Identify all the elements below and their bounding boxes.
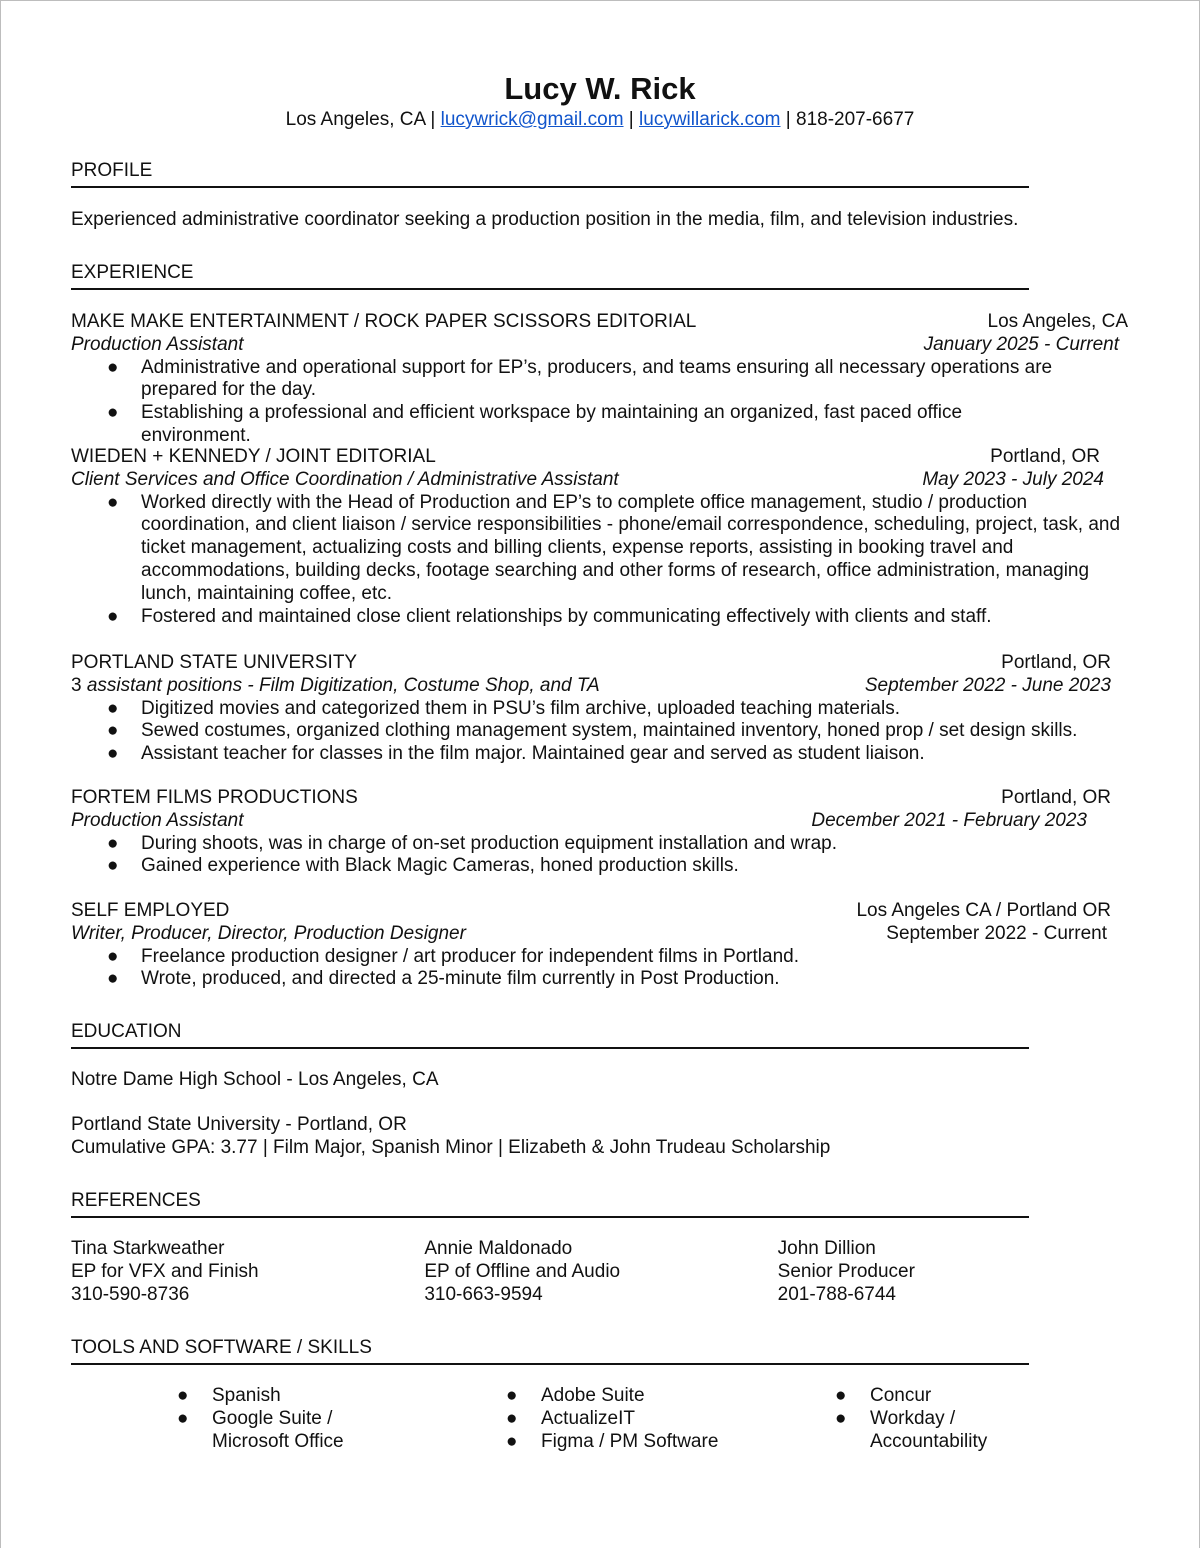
section-title-education: EDUCATION (71, 1021, 1029, 1049)
bullet-icon: ● (107, 697, 119, 719)
contact-line: Los Angeles, CA | lucywrick@gmail.com | lucywillarick.com | 818-207-6677 (285, 109, 915, 130)
reference-entry (71, 1238, 424, 1306)
section-title-skills: TOOLS AND SOFTWARE / SKILLS (71, 1337, 1029, 1365)
bullet-icon: ● (107, 832, 119, 854)
reference-phone: 201-788-6744 (777, 1283, 896, 1305)
bullet-icon: ● (835, 1385, 847, 1406)
profile-text: Experienced administrative coordinator seeking a production position in the media, film, and television industries. (71, 209, 1019, 230)
reference-role: EP for VFX and Finish (71, 1260, 259, 1282)
job-bullet: ● Administrative and operational support for EP’s, producers, and teams ensuring all necessary operations are prepared for the day. (107, 356, 1053, 401)
job-entry (71, 652, 1131, 766)
skill-item: ● ActualizeIT (506, 1407, 635, 1429)
bullet-icon: ● (506, 1385, 518, 1406)
skill-item: ● Workday / Accountability (835, 1407, 988, 1452)
bullet-icon: ● (506, 1430, 518, 1452)
skills-list (71, 1385, 1131, 1453)
contact-location: Los Angeles, CA (285, 109, 426, 130)
job-entry (71, 446, 1131, 628)
skill-item: ● Spanish (177, 1385, 281, 1406)
job-company: MAKE MAKE ENTERTAINMENT / ROCK PAPER SCISSORS EDITORIAL (71, 311, 697, 332)
reference-phone: 310-590-8736 (71, 1283, 190, 1305)
job-bullet: ● Digitized movies and categorized them in PSU’s film archive, uploaded teaching materials. (107, 697, 900, 719)
reference-name: Tina Starkweather (71, 1238, 225, 1259)
job-role: assistant positions - Film Digitization, Costume Shop, and TA (86, 674, 600, 696)
references-list (71, 1238, 1131, 1306)
job-location: Portland, OR (990, 446, 1100, 467)
job-company: SELF EMPLOYED (71, 900, 230, 921)
job-bullet: ● Freelance production designer / art producer for independent films in Portland. (107, 945, 799, 967)
contact-phone: 818-207-6677 (796, 109, 915, 130)
job-bullet: ● Gained experience with Black Magic Cameras, honed production skills. (107, 855, 739, 877)
skill-item: ● Google Suite / Microsoft Office (177, 1407, 344, 1452)
bullet-icon: ● (107, 605, 119, 627)
job-location: Los Angeles CA / Portland OR (856, 900, 1111, 921)
bullet-icon: ● (107, 743, 119, 765)
job-bullet: ● During shoots, was in charge of on-set production equipment installation and wrap. (107, 832, 838, 854)
reference-entry (778, 1238, 1131, 1306)
school-details: Cumulative GPA: 3.77 | Film Major, Spanish Minor | Elizabeth & John Trudeau Scholarship (71, 1136, 831, 1158)
email-link[interactable]: lucywrick@gmail.com (440, 109, 624, 130)
job-role: Production Assistant (71, 333, 244, 355)
job-dates: September 2022 - June 2023 (864, 674, 1111, 696)
candidate-name: Lucy W. Rick (504, 71, 696, 106)
skills-column (400, 1385, 729, 1453)
job-bullet: ● Sewed costumes, organized clothing management system, maintained inventory, honed prop / set design skills. (107, 720, 1078, 742)
bullet-icon: ● (107, 402, 119, 424)
reference-name: Annie Maldonado (424, 1238, 573, 1259)
resume-header (0, 70, 1200, 132)
bullet-icon: ● (177, 1385, 189, 1406)
job-company: WIEDEN + KENNEDY / JOINT EDITORIAL (71, 446, 436, 467)
bullet-icon: ● (835, 1407, 847, 1429)
job-entry (71, 787, 1131, 878)
reference-name: John Dillion (777, 1238, 876, 1259)
school-name: Portland State University - Portland, OR (71, 1114, 407, 1135)
job-company: FORTEM FILMS PRODUCTIONS (71, 787, 358, 808)
job-role: Writer, Producer, Director, Production Designer (71, 922, 466, 944)
job-bullet: ● Worked directly with the Head of Production and EP’s to complete office management, studio / production coordination, and client liaison / service responsibilities - phone/email correspondence, scheduling, project, task, and ticket management, actualizing costs and billing clients, expense reports, assisting in booking travel and accommodations, building decks, footage searching and other forms of research, office administration, managing lunch, maintaining coffee, etc. (107, 491, 1121, 604)
job-location: Los Angeles, CA (987, 311, 1128, 332)
job-dates: December 2021 - February 2023 (811, 809, 1087, 831)
job-dates: January 2025 - Current (923, 333, 1119, 355)
reference-role: Senior Producer (777, 1260, 915, 1282)
education-school-1: Notre Dame High School - Los Angeles, CA (71, 1069, 439, 1090)
skills-column (71, 1385, 400, 1453)
website-link[interactable]: lucywillarick.com (639, 109, 781, 130)
bullet-icon: ● (506, 1407, 518, 1429)
reference-role: EP of Offline and Audio (424, 1260, 621, 1282)
bullet-icon: ● (107, 855, 119, 877)
job-location: Portland, OR (1001, 652, 1111, 673)
job-entry (71, 900, 1131, 991)
job-bullet: ● Assistant teacher for classes in the film major. Maintained gear and served as student liaison. (107, 743, 925, 765)
job-role-prefix: 3 (71, 674, 87, 696)
skills-column (729, 1385, 1059, 1453)
skill-item: ● Concur (835, 1385, 932, 1406)
education-school-2 (71, 1114, 1131, 1160)
job-entry (71, 311, 1131, 448)
bullet-icon: ● (107, 945, 119, 967)
job-dates: September 2022 - Current (886, 922, 1107, 944)
section-title-profile: PROFILE (71, 160, 1029, 188)
bullet-icon: ● (107, 356, 119, 378)
reference-entry (424, 1238, 777, 1306)
job-company: PORTLAND STATE UNIVERSITY (71, 652, 358, 673)
bullet-icon: ● (177, 1407, 189, 1429)
skill-item: ● Figma / PM Software (506, 1430, 719, 1452)
job-dates: May 2023 - July 2024 (922, 468, 1104, 490)
job-role: Production Assistant (71, 809, 244, 831)
bullet-icon: ● (107, 491, 119, 513)
job-bullet: ● Wrote, produced, and directed a 25-minute film currently in Post Production. (107, 968, 780, 990)
bullet-icon: ● (107, 968, 119, 990)
skill-item: ● Adobe Suite (506, 1385, 645, 1406)
reference-phone: 310-663-9594 (424, 1283, 543, 1305)
section-title-references: REFERENCES (71, 1190, 1029, 1218)
job-bullet: ● Establishing a professional and efficient workspace by maintaining an organized, fast paced office environment. (107, 402, 963, 446)
section-title-experience: EXPERIENCE (71, 262, 1029, 290)
job-location: Portland, OR (1001, 787, 1111, 808)
bullet-icon: ● (107, 720, 119, 742)
job-bullet: ● Fostered and maintained close client relationships by communicating effectively with clients and staff. (107, 605, 992, 627)
job-role: Client Services and Office Coordination / Administrative Assistant (71, 468, 619, 490)
